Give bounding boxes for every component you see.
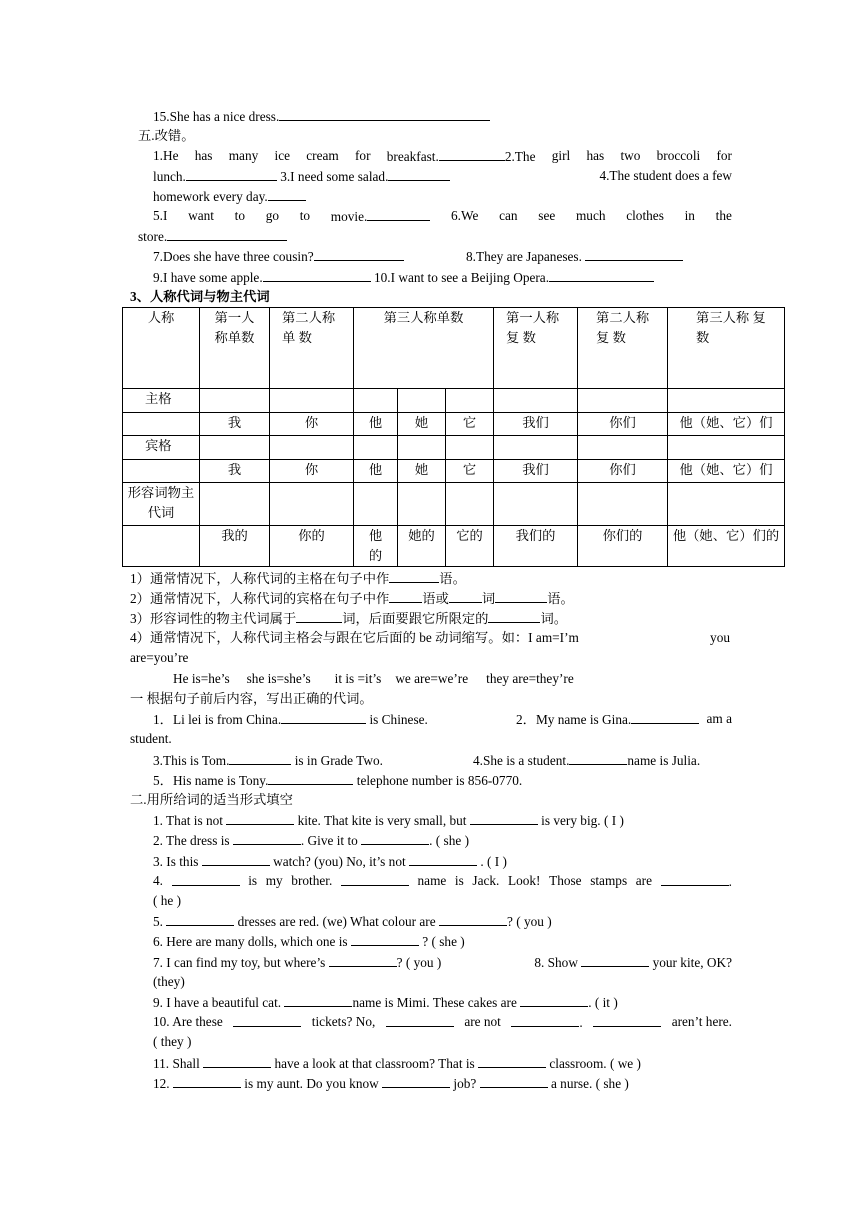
- header-first-plural: 第一人称 复 数: [494, 308, 578, 389]
- pronoun-table: [122, 307, 785, 567]
- answer-blank[interactable]: [202, 851, 270, 866]
- ex1-line-1-cont: student.: [130, 731, 172, 746]
- ex2-q9: 9. I have a beautiful cat. name is Mimi. These cakes are . ( it ): [153, 992, 618, 1012]
- header-first-singular: 第一人称单数: [200, 308, 270, 389]
- answer-blank[interactable]: [439, 146, 505, 161]
- answer-blank[interactable]: [520, 992, 588, 1007]
- s5-line-6: 7.Does she have three cousin?: [153, 246, 404, 266]
- ex2-q10-cont: ( they ): [153, 1034, 192, 1049]
- answer-blank[interactable]: [226, 810, 294, 825]
- answer-blank[interactable]: [495, 588, 547, 603]
- ex2-q2: 2. The dress is . Give it to . ( she ): [153, 830, 469, 850]
- ex2-q4-cont: ( he ): [153, 893, 182, 908]
- ex2-q3: 3. Is this watch? (you) No, it’s not . ( I ): [153, 851, 507, 871]
- answer-blank[interactable]: [268, 186, 306, 201]
- ex2-q6: 6. Here are many dolls, which one is ? ( she ): [153, 931, 465, 951]
- s5-line-4: 5.I want to go to movie. 6.We can see much clothes in the: [153, 208, 732, 224]
- answer-blank[interactable]: [167, 226, 287, 241]
- ex2-q11: 11. Shall have a look at that classroom? That is classroom. ( we ): [153, 1053, 641, 1073]
- s5-line-1: 1.He has many ice cream for breakfast. 2.The girl has two broccoli for: [153, 148, 732, 164]
- answer-blank[interactable]: [186, 166, 277, 181]
- answer-blank[interactable]: [511, 1012, 579, 1027]
- s5-line-3: homework every day.: [153, 186, 306, 206]
- answer-blank[interactable]: [173, 1073, 241, 1088]
- ex1-line-2: 3.This is Tom. is in Grade Two.: [153, 750, 383, 770]
- answer-blank[interactable]: [233, 1012, 301, 1027]
- s5-item-8: 8.They are Japaneses.: [466, 246, 683, 266]
- header-third-plural: 第三人称 复 数: [668, 308, 785, 389]
- answer-blank[interactable]: [329, 952, 397, 967]
- section-5-title: 五.改错。: [138, 128, 195, 143]
- answer-blank[interactable]: [488, 608, 540, 623]
- table-row-object-label: [123, 436, 785, 460]
- note-5: He is=he’s she is=she’s it is =it’s we are=we’re they are=they’re: [173, 671, 574, 686]
- row-label-possessive: 形容词物主代词: [123, 483, 200, 526]
- s5-line-5: store.: [138, 226, 287, 246]
- header-second-plural: 第二人称 复 数: [578, 308, 668, 389]
- header-second-singular: 第二人称 单 数: [270, 308, 354, 389]
- ex1-line-3: 5．His name is Tony. telephone number is 856-0770.: [153, 770, 522, 790]
- answer-blank[interactable]: [549, 267, 654, 282]
- s5-line-7: 9.I have some apple. 10.I want to see a Beijing Opera.: [153, 267, 654, 287]
- answer-blank[interactable]: [361, 830, 429, 845]
- header-third-singular: 第三人称单数: [354, 308, 494, 389]
- ex2-q5: 5. dresses are red. (we) What colour are ? ( you ): [153, 911, 552, 931]
- note-2: 2）通常情况下，人称代词的宾格在句子中作 语或 词 语。: [130, 588, 574, 608]
- table-row-subject-values: 我 你 他 她 它 我们 你们 他（她、它）们: [123, 413, 785, 436]
- table-row-subject-label: [123, 389, 785, 413]
- item-15: 15.She has a nice dress.: [153, 106, 490, 126]
- ex2-q12: 12. is my aunt. Do you know job? a nurse. ( she ): [153, 1073, 629, 1093]
- ex2-q10: 10. Are these tickets? No, are not . aren’t here.: [153, 1014, 732, 1030]
- answer-blank[interactable]: [585, 246, 683, 261]
- answer-blank[interactable]: [296, 608, 342, 623]
- table-header-row: [123, 308, 785, 389]
- note-1: 1）通常情况下，人称代词的主格在句子中作 语。: [130, 568, 466, 588]
- answer-blank[interactable]: [284, 992, 352, 1007]
- table-row-possessive-label: [123, 483, 785, 526]
- note-4-cont: are=you’re: [130, 650, 189, 665]
- answer-blank[interactable]: [281, 709, 366, 724]
- note-3: 3）形容词性的物主代词属于 词，后面要跟它所限定的 词。: [130, 608, 567, 628]
- answer-blank[interactable]: [388, 166, 450, 181]
- answer-blank[interactable]: [233, 830, 301, 845]
- answer-blank[interactable]: [386, 1012, 454, 1027]
- answer-blank[interactable]: [382, 1073, 450, 1088]
- answer-blank[interactable]: [593, 1012, 661, 1027]
- answer-blank[interactable]: [631, 709, 699, 724]
- answer-blank[interactable]: [314, 246, 404, 261]
- table-row-object-values: 我 你 他 她 它 我们 你们 他（她、它）们: [123, 460, 785, 483]
- answer-blank[interactable]: [470, 810, 538, 825]
- answer-blank[interactable]: [480, 1073, 548, 1088]
- ex2-q7: 7. I can find my toy, but where’s ? ( you ) 8. Show your kite, OK?: [153, 952, 732, 972]
- note-4: 4）通常情况下，人称代词主格会与跟在它后面的 be 动词缩写。如：I am=I’m you: [130, 630, 730, 645]
- answer-blank[interactable]: [661, 871, 729, 886]
- answer-blank[interactable]: [351, 931, 419, 946]
- ex1-line-1: 1．Li lei is from China. is Chinese. 2．My name is Gina. am a: [153, 711, 732, 727]
- answer-blank[interactable]: [203, 1053, 271, 1068]
- answer-blank[interactable]: [439, 911, 507, 926]
- answer-blank[interactable]: [279, 106, 490, 121]
- header-person: 人称: [123, 308, 200, 389]
- row-label-subject: 主格: [123, 389, 200, 413]
- answer-blank[interactable]: [229, 750, 291, 765]
- answer-blank[interactable]: [263, 267, 371, 282]
- section-3-title: 3、人称代词与物主代词: [130, 289, 270, 304]
- ex2-q7-cont: (they): [153, 974, 185, 989]
- answer-blank[interactable]: [389, 588, 422, 603]
- answer-blank[interactable]: [367, 206, 430, 221]
- answer-blank[interactable]: [268, 770, 353, 785]
- answer-blank[interactable]: [581, 952, 649, 967]
- table-row-possessive-values: 我的 你的 他的 她的 它的 我们的 你们的 他（她、它）们的: [123, 526, 785, 567]
- answer-blank[interactable]: [569, 750, 627, 765]
- answer-blank[interactable]: [172, 871, 240, 886]
- ex1-title: 一 根据句子前后内容，写出正确的代词。: [130, 691, 373, 706]
- answer-blank[interactable]: [166, 911, 234, 926]
- ex1-item-4: 4.She is a student. name is Julia.: [473, 750, 700, 770]
- answer-blank[interactable]: [389, 568, 439, 583]
- row-label-object: 宾格: [123, 436, 200, 460]
- answer-blank[interactable]: [341, 871, 409, 886]
- answer-blank[interactable]: [478, 1053, 546, 1068]
- ex2-q4: 4. is my brother. name is Jack. Look! Those stamps are .: [153, 873, 732, 889]
- answer-blank[interactable]: [409, 851, 477, 866]
- answer-blank[interactable]: [449, 588, 482, 603]
- ex2-q1: 1. That is not kite. That kite is very small, but is very big. ( I ): [153, 810, 624, 830]
- ex2-title: 二.用所给词的适当形式填空: [130, 792, 293, 807]
- s5-line-2: lunch. 3.I need some salad. 4.The student does a few: [153, 168, 732, 184]
